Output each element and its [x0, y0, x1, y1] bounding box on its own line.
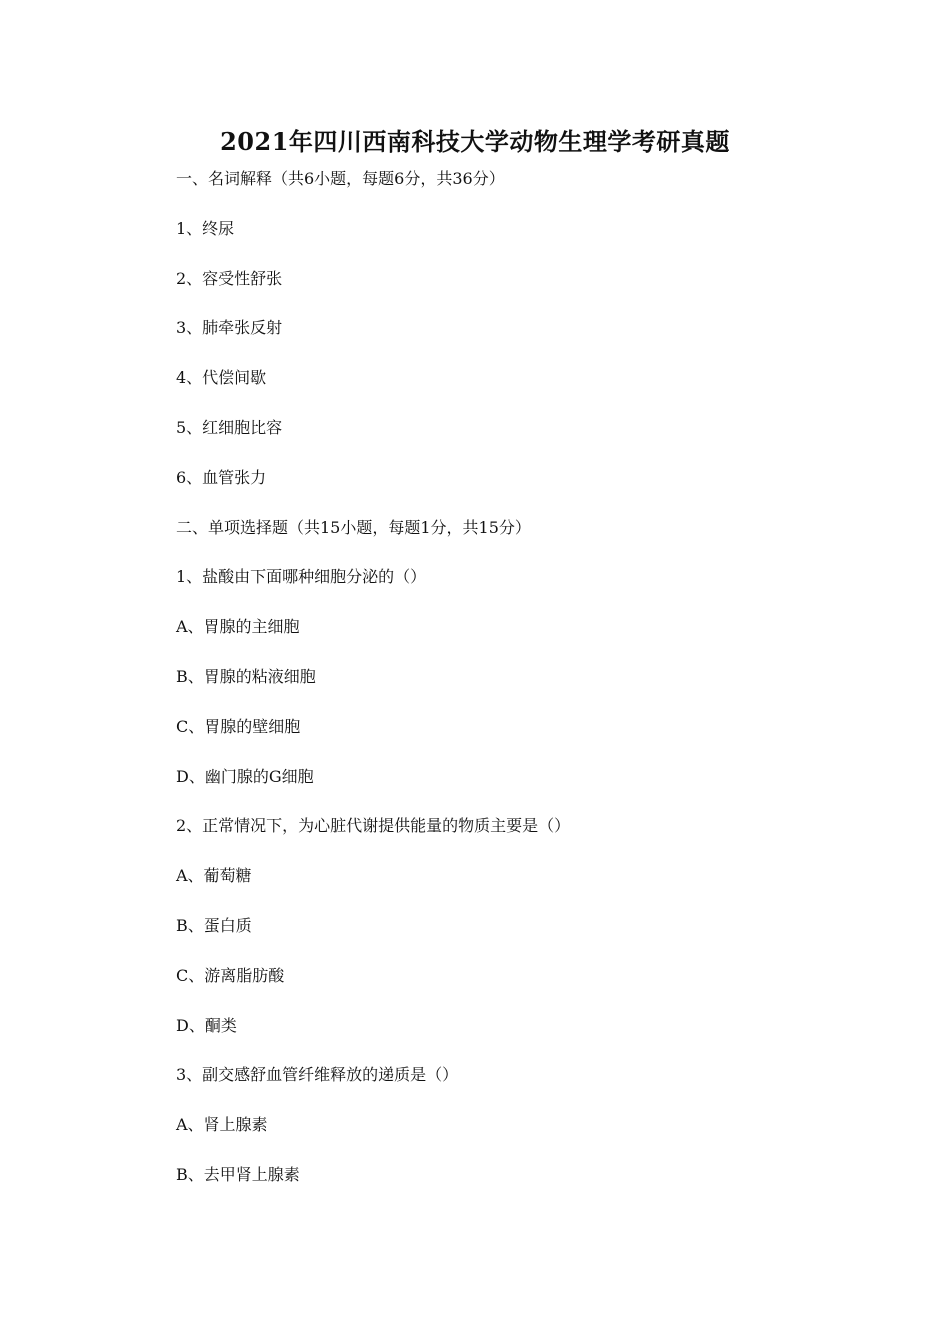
answer-option: A、肾上腺素 — [176, 1115, 268, 1135]
answer-option: D、幽门腺的G细胞 — [176, 766, 314, 786]
answer-option: B、胃腺的粘液细胞 — [176, 666, 316, 686]
answer-option: B、去甲肾上腺素 — [176, 1164, 300, 1184]
question-item: 5、红细胞比容 — [176, 417, 283, 437]
answer-option: D、酮类 — [176, 1015, 237, 1035]
question-item: 4、代偿间歇 — [176, 368, 267, 388]
question-stem: 1、盐酸由下面哪种细胞分泌的（） — [176, 567, 427, 587]
question-stem: 3、副交感舒血管纤维释放的递质是（） — [176, 1065, 459, 1085]
question-stem: 2、正常情况下，为心脏代谢提供能量的物质主要是（） — [176, 816, 571, 836]
document-title: 2021年四川西南科技大学动物生理学考研真题 — [220, 127, 730, 156]
question-item: 2、容受性舒张 — [176, 268, 283, 288]
question-item: 1、终尿 — [176, 218, 235, 238]
section-heading-choice: 二、单项选择题（共15小题，每题1分，共15分） — [176, 517, 531, 537]
question-item: 3、肺牵张反射 — [176, 318, 283, 338]
question-item: 6、血管张力 — [176, 467, 267, 487]
answer-option: A、胃腺的主细胞 — [176, 617, 300, 637]
answer-option: B、蛋白质 — [176, 915, 252, 935]
section-heading-definitions: 一、名词解释（共6小题，每题6分，共36分） — [176, 169, 505, 188]
answer-option: C、胃腺的壁细胞 — [176, 716, 301, 736]
document-body — [176, 166, 876, 1212]
answer-option: A、葡萄糖 — [176, 866, 252, 886]
answer-option: C、游离脂肪酸 — [176, 965, 285, 985]
